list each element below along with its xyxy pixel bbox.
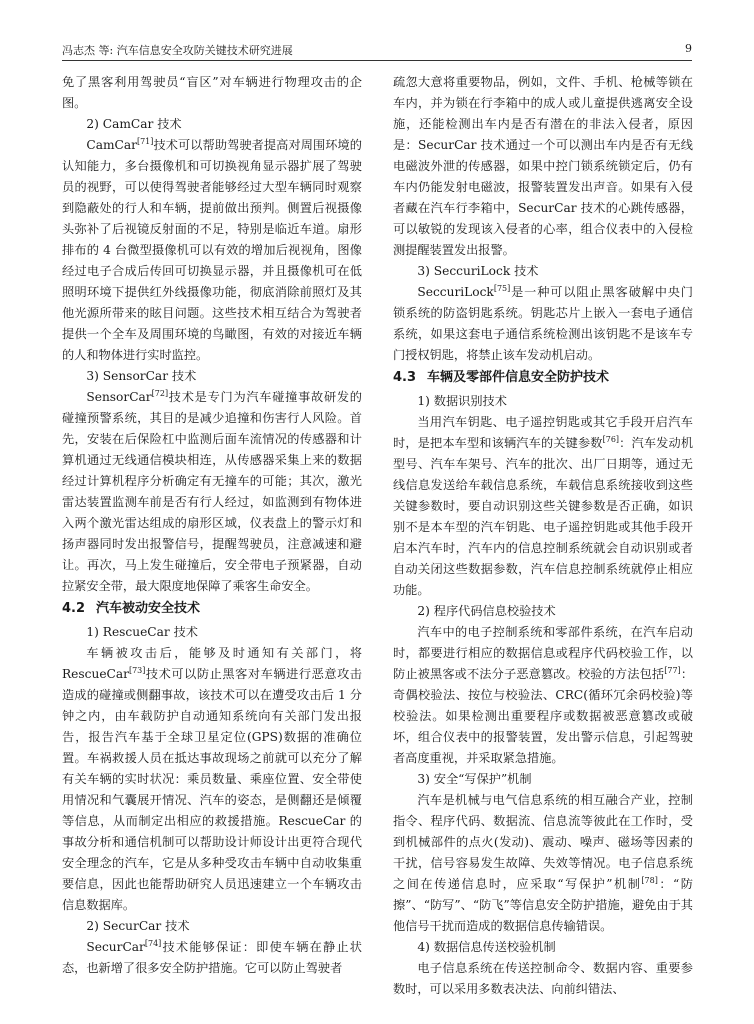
citation[interactable]: [71] [136,136,154,146]
body-text: ：奇偶校验法、按位与校验法、CRC(循环冗余码校验)等校验法。如果检测出重要程序或数据被恶意篡改或破坏，组合仪表中的报警装置，发出警示信息，引起驾驶者高度重视，并采取紧急措施。 [393,667,694,765]
subheading-camcar: 2) CamCar 技术 [86,117,182,131]
section-heading-4-3 [393,367,693,389]
body-text: 技术能够保证：即使车辆在静止状态，也新增了很多安全防护措施。它可以防止驾驶者 [62,940,362,975]
paragraph: 疏忽大意将重要物品，例如，文件、手机、枪械等锁在车内，并为锁在行李箱中的成人或儿童提供逃离安全设施，还能检测出车内是否有潜在的非法入侵者，原因是：SecurCar 技术通过一个可以测出车内是否有无线电磁波外泄的传感器，如果中控门锁系统锁定后，仍有车内仍能发射电磁波，报警装置发出声音。如果有入侵者藏在汽车行李箱中，SecurCar 技术的心跳传感器，可以敏锐的发现该入侵者的心率，组合仪表中的入侵检测提醒装置发出报警。 [393,75,693,257]
paragraph-rescuecar [62,643,362,916]
paragraph-sensorcar [62,387,362,597]
left-column [62,72,362,979]
citation[interactable]: [76] [602,434,620,444]
running-header [62,42,692,61]
subheading-securcar: 2) SecurCar 技术 [86,919,190,933]
subheading-transfer-check: 4) 数据信息传送校验机制 [417,940,556,954]
term: CamCar [86,138,137,152]
section-number: 4.3 [393,370,417,385]
term: SecurCar [86,940,145,954]
body-text: ：“防擦”、“防写”、“防飞”等信息安全防护措施，避免由于其他信号干扰而造成的数据信息传输错误。 [393,877,693,933]
section-number: 4.2 [62,601,86,616]
citation[interactable]: [72] [151,388,169,398]
body-text: 技术可以帮助驾驶者提高对周围环境的认知能力，多台摄像机和可切换视角显示器扩展了驾驶员的视野，可以使得驾驶者能够经过大型车辆同时观察到隐蔽处的行人和车辆，提前做出预判。侧置后视摄像头弥补了后视镜反射面的不足，特别是临近车道。扇形排布的 4 台微型摄像机可以有效的增加后视视角，图像经过电子合成后传回可切换显示器，并且摄像机可在低照明环境下提供红外线摄像功能，彻底消除前照灯及其他光源所带来的眩目问题。这些技术相互结合为驾驶者提供一个全车及周围环境的鸟瞰图，有效的对接近车辆的人和物体进行实时监控。 [62,138,362,362]
section-heading-4-2 [62,598,362,620]
citation[interactable]: [74] [144,938,162,948]
paragraph-write-protect [393,790,693,937]
body-text: 汽车中的电子控制系统和零部件系统，在汽车启动时，都要进行相应的数据信息或程序代码校验工作，以防止被黑客或不法分子恶意篡改。校验的方法包括 [393,625,693,681]
citation[interactable]: [77] [664,665,681,675]
subheading-sensorcar: 3) SensorCar 技术 [86,369,197,383]
paragraph: 免了黑客利用驾驶员“盲区”对车辆进行物理攻击的企图。 [62,75,362,110]
right-column [393,72,693,1000]
paragraph-securcar [62,937,362,979]
body-text: 当用汽车钥匙、电子遥控钥匙或其它手段开启汽车时，是把本车型和该辆汽车的关键参数 [393,415,693,450]
section-title: 汽车被动安全技术 [96,601,201,616]
subheading-checksum: 2) 程序代码信息校验技术 [417,604,556,618]
citation[interactable]: [75] [493,283,511,293]
subheading-write-protect: 3) 安全“写保护”机制 [417,772,532,786]
citation[interactable]: [73] [128,665,146,675]
term: SensorCar [86,390,152,404]
paragraph-data-identification [393,412,693,601]
subheading-data-identification: 1) 数据识别技术 [417,394,507,408]
paragraph-seccurilock [393,282,693,366]
body-text: ：汽车发动机型号、汽车车架号、汽车的批次、出厂日期等，通过无线信息发送给车载信息系统，车载信息系统接收到这些关键参数时，要自动识别这些关键参数是否正确，如识别不是本车型的汽车钥匙、电子遥控钥匙或其他手段开启本汽车时，汽车内的信息控制系统就会自动识别或者自动关闭这些数据参数，汽车信息控制系统就停止相应功能。 [393,436,694,597]
citation[interactable]: [78] [641,875,658,885]
header-authors-title: 冯志杰 等: 汽车信息安全攻防关键技术研究进展 [62,44,293,57]
term: SeccuriLock [417,285,494,299]
body-text: 技术可以防止黑客对车辆进行恶意攻击造成的碰撞或侧翻事故，该技术可以在遭受攻击后 1 分钟之内，由车载防护自动通知系统向有关部门发出报告，报告汽车基于全球卫星定位(GPS)数据的准确位置。车祸救援人员在抵达事故现场之前就可以充分了解有关车辆的实时状况：乘员数量、乘座位置、安全带使用情况和气囊展开情况、汽车的姿态，是侧翻还是倾覆等信息，从而制定出相应的救援措施。RescueCar 的事故分析和通信机制可以帮助设计师设计出更符合现代安全理念的汽车，它是从多种受攻击车辆中自动收集重要信息，因此也能帮助研究人员迅速建立一个车辆攻击信息数据库。 [62,667,362,912]
paragraph-camcar [62,135,362,366]
body-text: 车辆被攻击后，能够及时通知有关部门，将 [86,646,362,660]
subheading-rescuecar: 1) RescueCar 技术 [86,625,198,639]
body-text: 是一种可以阻止黑客破解中央门锁系统的防盗钥匙系统。钥匙芯片上嵌入一套电子通信系统，如果这套电子通信系统检测出该钥匙不是该车专门授权钥匙，将禁止该车发动机启动。 [393,285,693,362]
paragraph-transfer-check: 电子信息系统在传送控制命令、数据内容、重要参数时，可以采用多数表决法、向前纠错法、 [393,961,693,996]
section-title: 车辆及零部件信息安全防护技术 [427,370,610,385]
paragraph-checksum [393,622,693,769]
page-number: 9 [685,42,692,55]
body-text: 技术是专门为汽车碰撞事故研发的碰撞预警系统，其目的是减少追撞和伤害行人风险。首先，安装在后保险杠中监测后面车流情况的传感器和计算机通过无线通信模块相连，从传感器采集上来的数据经过计算机程序分析确定有无撞车的可能；其次，激光雷达装置监测车前是否有行人经过，如监测到有物体进入两个激光雷达组成的扇形区域，仪表盘上的警示灯和扬声器同时发出报警信号，提醒驾驶员，注意减速和避让。再次，马上发生碰撞后，安全带电子预紧器，自动拉紧安全带，最大限度地保障了乘客生命安全。 [62,390,362,593]
term: RescueCar [62,667,129,681]
subheading-seccurilock: 3) SeccuriLock 技术 [417,264,539,278]
body-text: 汽车是机械与电气信息系统的相互融合产业，控制指令、程序代码、数据流、信息流等彼此在工作时，受到机械部件的点火(发动)、震动、噪声、磁场等因素的干扰，信号容易发生故障、失效等情况。电子信息系统之间在传递信息时，应采取“写保护”机制 [393,793,693,891]
